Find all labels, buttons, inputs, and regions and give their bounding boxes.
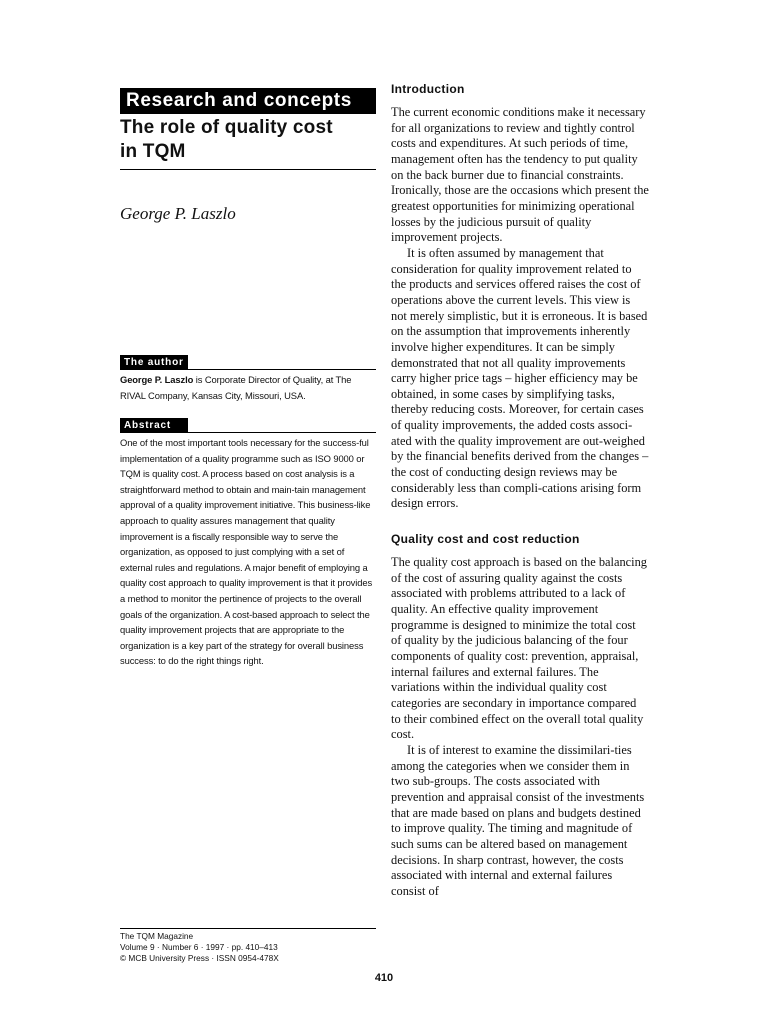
intro-paragraph-2: It is often assumed by management that consideration for quality improvement related to the products and services offered raises the cost of operations above the current levels. This view is not merely simplistic, but it is erroneous. It is based on the assumption that improvements inherently involve higher expenditures. It can be simply demonstrated that not all quality improvements carry higher price tags – higher efficiency may be obtained, in some cases by simplifying tasks, thereby reducing costs. Moreover, for certain cases of quality improvements, the added costs associ-ated with the quality improvement are out-weighed by the financial benefits derived from the changes – the cost of conducting design reviews may be considerably less than compli-cations arising form design errors. <box>391 245 649 511</box>
section-heading-quality-cost: Quality cost and cost reduction <box>391 532 580 547</box>
abstract-section <box>120 415 376 669</box>
abstract-text: One of the most important tools necessary for the success-ful implementation of a quality programme such as ISO 9000 or TQM is quality cost. A process based on cost analysis is a straightforward method to obtain and main-tain management approval of a quality improvement initiative. This business-like approach to quality assures management that quality improvement is a fiscally responsible way to serve the organization, as opposed to just complying with a set of external rules and regulations. A major benefit of employing a quality cost approach to quality improvement is that it provides a method to monitor the pertinence of projects to the overall goals of the organization. A cost-based approach to select the quality improvement projects that are appropriate to the organization is a key part of the strategy for overall business success: to do the right things right. <box>120 437 373 667</box>
title-line-2: in TQM <box>120 141 186 162</box>
page-number: 410 <box>374 972 394 984</box>
journal-footer <box>120 928 376 964</box>
footer-volume: Volume 9 · Number 6 · 1997 · pp. 410–413 <box>120 942 278 952</box>
footer-journal: The TQM Magazine <box>120 931 194 941</box>
title-rule <box>120 169 376 170</box>
intro-paragraph-1: The current economic conditions make it necessary for all organizations to review and tightly control costs and expenditures. At such periods of time, management often has the tendency to put quality on the back burner due to financial constraints. Ironically, those are the occasions which present the greatest opportunities for minimizing operational losses by the judicious pursuit of quality improvement projects. <box>391 105 649 245</box>
section2-paragraph-2: It is of interest to examine the dissimilari-ties among the categories when we consider them in two sub-groups. The costs associated with prevention and appraisal consist of the investments that are made based on plans and budgets destined to improve quality. The timing and magnitude of such sums can be altered based on management decisions. In sharp contrast, however, the costs associated with internal and external failures consist of <box>391 742 645 898</box>
author-bio <box>120 372 376 403</box>
author-bio-name: George P. Laszlo <box>120 374 194 385</box>
author-bio-text: is Corporate Director of Quality, at The RIVAL Company, Kansas City, Missouri, USA. <box>120 374 352 401</box>
author-name: George P. Laszlo <box>120 204 236 223</box>
abstract-label: Abstract <box>120 418 188 433</box>
section-heading-introduction: Introduction <box>391 82 465 96</box>
section2-paragraph-1: The quality cost approach is based on the balancing of the cost of assuring quality against the costs associated with problems attributed to a lack of quality. An effective quality improvement programme is designed to minimize the total cost of quality by the judicious balancing of the four components of quality cost: prevention, appraisal, internal failures and external failures. The variations within the individual quality cost categories are secondary in importance compared to their combined effect on the overall total quality cost. <box>391 555 647 742</box>
title-block <box>120 88 376 170</box>
article-title <box>120 116 376 164</box>
title-line-1: The role of quality cost <box>120 117 333 138</box>
author-section <box>120 352 376 403</box>
footer-copyright: © MCB University Press · ISSN 0954-478X <box>120 953 279 963</box>
author-label: The author <box>120 355 188 370</box>
series-banner: Research and concepts <box>120 88 376 114</box>
main-column <box>391 80 649 900</box>
